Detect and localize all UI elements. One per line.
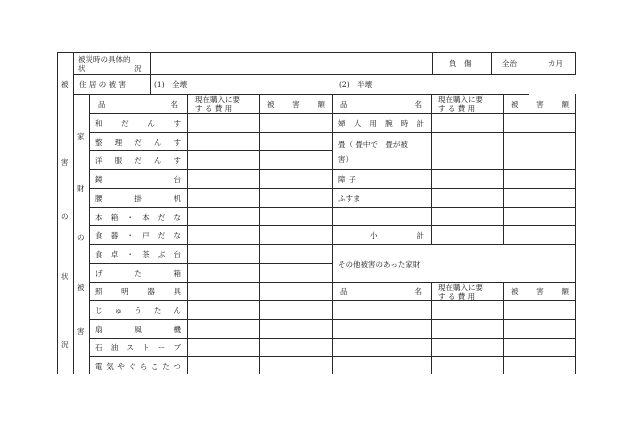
subtotal-char-1: 小 — [370, 231, 378, 240]
left-item-14-char-6: こ — [151, 362, 159, 371]
header-item-char-1: 品 — [98, 100, 106, 109]
left-item-7 — [95, 231, 181, 240]
left-item-4 — [95, 175, 181, 184]
left-item-14-char-8: つ — [173, 362, 181, 371]
left-item-4-char-1: 鏡 — [95, 175, 103, 184]
housing-damage-label: 住 居 の 被 害 — [79, 80, 127, 89]
left-item-12-char-3: 機 — [173, 325, 181, 334]
left-item-14-char-4: ぐ — [128, 362, 137, 371]
left-item-14-char-7: た — [162, 362, 170, 371]
header-damage — [267, 100, 325, 109]
right-lower-header-damage-char-1: 被 — [511, 287, 519, 296]
left-item-5 — [95, 194, 181, 203]
situation-label-line2-a: 状 — [78, 64, 86, 73]
right-lower-header-item-char-1: 品 — [340, 287, 348, 296]
right-item-watch-char-6: 計 — [416, 119, 424, 128]
header-item-char-2: 名 — [170, 100, 178, 109]
right-header-cost-line2: す る 費 用 — [438, 104, 476, 113]
section-char-1: 被 — [61, 80, 69, 89]
right-header-damage-char-3: 額 — [561, 100, 569, 109]
left-item-7-char-6: な — [173, 231, 181, 240]
left-item-7-char-3: ・ — [126, 231, 134, 240]
furniture-char-4: 被 — [77, 283, 85, 292]
left-item-6-char-3: ・ — [126, 213, 134, 222]
left-item-6-char-4: 本 — [142, 213, 150, 222]
right-item-tatami-line1: 畳（ 畳中で 畳が被 — [338, 140, 408, 149]
right-item-watch-char-2: 人 — [353, 119, 362, 128]
section-char-2: 害 — [61, 158, 69, 167]
left-item-14-char-2: 気 — [106, 362, 114, 371]
left-item-8-char-1: 食 — [95, 250, 103, 259]
furniture-char-1: 家 — [77, 132, 85, 141]
left-item-13-char-5: ー — [157, 343, 166, 352]
right-item-watch-char-3: 用 — [369, 119, 377, 128]
injury-label: 負 傷 — [449, 59, 472, 68]
left-item-10-char-3: 器 — [147, 287, 155, 296]
option-half-collapse[interactable]: (2) 半壊 — [339, 80, 373, 89]
left-item-13-char-2: 油 — [110, 343, 119, 352]
left-item-10 — [95, 287, 181, 296]
left-item-11-char-2: ゅ — [114, 306, 123, 315]
right-item-tatami-line2: 害） — [338, 155, 353, 164]
furniture-char-2: 財 — [77, 184, 85, 193]
months-label: カ月 — [548, 59, 563, 68]
section-char-4: 状 — [61, 272, 69, 281]
left-item-10-char-4: 具 — [173, 287, 181, 296]
left-item-11-char-3: う — [134, 306, 142, 315]
left-item-13-char-6: ブ — [173, 343, 181, 352]
left-item-1-char-2: だ — [121, 119, 129, 128]
header-damage-char-3: 額 — [317, 100, 325, 109]
right-lower-header-damage-char-2: 害 — [536, 287, 544, 296]
left-item-13-char-1: 石 — [95, 343, 103, 352]
right-lower-header-cost-line2: す る 費 用 — [438, 292, 476, 301]
left-item-8-char-3: ・ — [126, 250, 134, 259]
other-damage-label: その他被害のあった家財 — [338, 260, 421, 269]
left-item-8-char-4: 茶 — [142, 250, 150, 259]
right-lower-header-damage-char-3: 額 — [561, 287, 569, 296]
left-item-12 — [95, 325, 181, 334]
right-lower-header-item-name — [340, 287, 422, 296]
left-item-14-char-5: ら — [139, 362, 148, 371]
left-item-6-char-6: な — [173, 213, 181, 222]
right-item-watch — [338, 119, 424, 128]
left-item-11 — [95, 306, 181, 315]
right-header-item-char-1: 品 — [340, 100, 348, 109]
right-header-item-char-2: 名 — [414, 100, 422, 109]
left-item-5-char-3: 机 — [173, 194, 181, 203]
left-item-12-char-2: 風 — [134, 325, 142, 334]
left-item-12-char-1: 扇 — [95, 325, 103, 334]
left-item-9-char-3: 箱 — [173, 269, 181, 278]
left-item-7-char-5: だ — [157, 231, 166, 240]
left-item-7-char-2: 器 — [110, 231, 119, 240]
left-item-8 — [95, 250, 181, 259]
left-item-10-char-1: 照 — [95, 287, 103, 296]
left-item-13 — [95, 343, 181, 352]
left-item-1 — [95, 119, 181, 128]
subtotal-label — [370, 231, 424, 240]
option-full-collapse[interactable]: (1) 全壊 — [154, 80, 188, 89]
situation-label-line1: 被災時の具体的 — [78, 55, 131, 64]
left-item-10-char-2: 明 — [121, 287, 129, 296]
furniture-char-3: の — [77, 233, 85, 242]
left-item-3-char-1: 洋 — [95, 156, 103, 165]
left-item-3-char-4: ん — [153, 156, 162, 165]
left-item-11-char-1: じ — [95, 306, 103, 315]
left-item-14-char-3: や — [117, 362, 125, 371]
left-item-2-char-2: 理 — [114, 138, 123, 147]
header-item-name — [98, 100, 178, 109]
right-item-shoji: 障子 — [338, 175, 359, 184]
right-lower-header-item-char-2: 名 — [414, 287, 422, 296]
right-item-watch-char-4: 腕 — [385, 119, 393, 128]
header-cost-line2: す る 費 用 — [195, 104, 233, 113]
left-item-2-char-1: 整 — [95, 138, 103, 147]
left-item-6-char-2: 箱 — [110, 213, 119, 222]
left-item-11-char-4: た — [153, 306, 162, 315]
treatment-label: 全治 — [502, 59, 517, 68]
left-item-6 — [95, 213, 181, 222]
right-lower-header-cost-line1: 現在購入に要 — [438, 283, 483, 292]
left-item-7-char-1: 食 — [95, 231, 103, 240]
left-item-9 — [95, 269, 181, 278]
left-item-2-char-5: す — [173, 138, 181, 147]
left-item-2 — [95, 138, 181, 147]
left-item-9-char-2: た — [134, 269, 142, 278]
left-item-2-char-3: だ — [134, 138, 142, 147]
left-item-1-char-4: す — [173, 119, 181, 128]
section-char-3: の — [61, 212, 69, 221]
right-lower-header-damage — [511, 287, 569, 296]
left-item-2-char-4: ん — [153, 138, 162, 147]
subtotal-char-2: 計 — [416, 231, 424, 240]
left-item-7-char-4: 戸 — [142, 231, 150, 240]
left-item-13-char-4: ト — [142, 343, 150, 352]
left-item-5-char-1: 腰 — [95, 194, 103, 203]
left-item-13-char-3: ス — [126, 343, 134, 352]
right-header-item-name — [340, 100, 422, 109]
left-item-14-char-1: 電 — [95, 362, 103, 371]
section-char-5: 況 — [61, 340, 69, 349]
right-header-damage-char-2: 害 — [536, 100, 544, 109]
furniture-char-5: 害 — [77, 327, 85, 336]
left-item-1-char-3: ん — [147, 119, 155, 128]
left-item-3 — [95, 156, 181, 165]
left-item-11-char-5: ん — [173, 306, 181, 315]
right-item-watch-char-5: 時 — [400, 119, 409, 128]
left-item-6-char-5: だ — [157, 213, 166, 222]
right-item-watch-char-1: 婦 — [338, 119, 346, 128]
left-item-4-char-2: 台 — [173, 175, 181, 184]
header-damage-char-1: 被 — [267, 100, 275, 109]
header-cost-line1: 現在購入に要 — [195, 95, 240, 104]
left-item-9-char-1: げ — [95, 269, 103, 278]
right-header-damage — [511, 100, 569, 109]
left-item-5-char-2: 掛 — [134, 194, 142, 203]
left-item-6-char-1: 本 — [95, 213, 103, 222]
left-item-3-char-5: す — [173, 156, 181, 165]
left-item-1-char-1: 和 — [95, 119, 103, 128]
right-header-damage-char-1: 被 — [511, 100, 519, 109]
left-item-3-char-2: 服 — [114, 156, 123, 165]
left-item-14 — [95, 362, 181, 371]
right-item-fusuma: ふすま — [338, 194, 361, 203]
left-item-8-char-5: ぶ — [157, 250, 166, 259]
left-item-3-char-3: だ — [134, 156, 142, 165]
header-damage-char-2: 害 — [292, 100, 300, 109]
right-header-cost-line1: 現在購入に要 — [438, 95, 483, 104]
left-item-8-char-2: 卓 — [110, 250, 119, 259]
situation-label-line2-b: 況 — [134, 64, 142, 73]
left-item-8-char-6: 台 — [173, 250, 181, 259]
